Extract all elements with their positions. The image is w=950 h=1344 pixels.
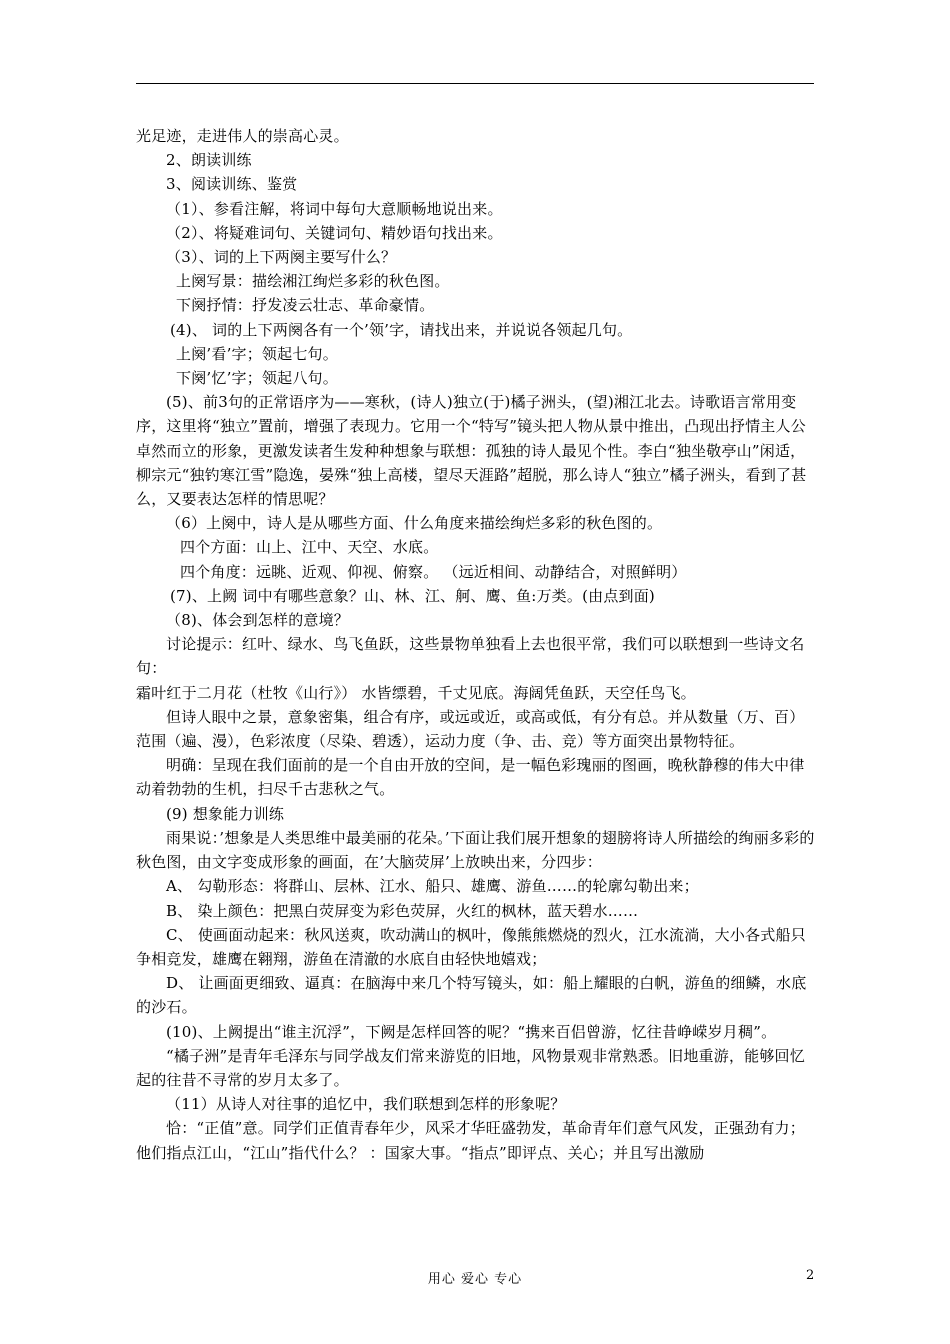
paragraph: （2）、将疑难词句、关键词句、精妙语句找出来。 xyxy=(166,223,503,242)
footer-slogan: 用心 爱心 专心 xyxy=(427,1272,523,1287)
paragraph: 雨果说：’想象是人类思维中最美丽的花朵。’下面让我们展开想象的翅膀将诗人所描绘的绚丽多彩的秋色图，由文字变成形象的画面，在’大脑荧屏’上放映出来，分四步： xyxy=(136,828,815,872)
paragraph: A、 勾勒形态：将群山、层林、江水、船只、雄鹰、游鱼……的轮廓勾勒出来； xyxy=(166,877,699,896)
paragraph: （8)、体会到怎样的意境？ xyxy=(166,611,349,630)
paragraph: （6）上阕中，诗人是从哪些方面、什么角度来描绘绚烂多彩的秋色图的。 xyxy=(166,514,663,533)
header-rule xyxy=(136,83,814,84)
paragraph: B、 染上颜色：把黑白荧屏变为彩色荧屏，火红的枫林，蓝天碧水…… xyxy=(166,901,639,920)
paragraph: (5)、前3句的正常语序为——寒秋，(诗人)独立(于)橘子洲头，(望)湘江北去。诗歌语言常用变序，这里将“独立”置前，增强了表现力。它用一个“特写”镜头把人物从景中推出，凸现出抒情主人公卓然而立的形象，更激发读者生发种种想象与联想：孤独的诗人最见个性。李白“独坐敬亭山”闲适，柳宗元“独钓寒江雪”隐逸，晏殊“独上高楼，望尽天涯路”超脱，那么诗人“独立”橘子洲头，看到了甚么，又要表达怎样的情思呢？ xyxy=(136,393,807,509)
paragraph: 讨论提示：红叶、绿水、鸟飞鱼跃，这些景物单独看上去也很平常，我们可以联想到一些诗文名句： xyxy=(136,635,805,678)
paragraph: 下阕抒情：抒发凌云壮志、革命豪情。 xyxy=(176,296,435,315)
paragraph: 但诗人眼中之景，意象密集，组合有序，或远或近，或高或低，有分有总。并从数量（万、百）范围（遍、漫），色彩浓度（尽染、碧透），运动力度（争、击、竞）等方面突出景物特征。 xyxy=(136,707,805,751)
document-body xyxy=(136,124,816,1165)
paragraph: (4)、 词的上下两阕各有一个’领’字，请找出来，并说说各领起几句。 xyxy=(170,320,633,339)
paragraph: （11）从诗人对往事的追忆中，我们联想到怎样的形象呢？ xyxy=(166,1095,566,1114)
paragraph: 光足迹，走进伟人的崇高心灵。 xyxy=(136,127,349,145)
paragraph: (9) 想象能力训练 xyxy=(166,804,285,823)
paragraph: (10)、上阙提出“谁主沉浮”，下阙是怎样回答的呢？“携来百侣曾游，忆往昔峥嵘岁月稠”。 xyxy=(166,1022,777,1041)
paragraph: 下阕’忆’字；领起八句。 xyxy=(176,369,338,388)
paragraph: 四个方面：山上、江中、天空、水底。 xyxy=(180,538,439,557)
paragraph: D、 让画面更细致、逼真：在脑海中来几个特写镜头，如：船上耀眼的白帆，游鱼的细鳞，水底的沙石。 xyxy=(136,974,807,1017)
paragraph: C、 使画面动起来：秋风送爽，吹动满山的枫叶，像熊熊燃烧的烈火，江水流淌，大小各式船只争相竞发，雄鹰在翱翔，游鱼在清澈的水底自由轻快地嬉戏； xyxy=(136,925,806,968)
paragraph: （1）、参看注解，将词中每句大意顺畅地说出来。 xyxy=(166,199,503,218)
paragraph: 明确：呈现在我们面前的是一个自由开放的空间，是一幅色彩瑰丽的图画，晚秋静穆的伟大中律动着勃勃的生机，扫尽千古悲秋之气。 xyxy=(136,756,805,799)
paragraph: 恰：“正值”意。同学们正值青春年少，风采才华旺盛勃发，革命青年们意气风发，正强劲有力；他们指点江山，“江山”指代什么？ ：国家大事。“指点”即评点、关心；并且写出激励 xyxy=(136,1119,805,1162)
paragraph: （3）、词的上下两阕主要写什么？ xyxy=(166,248,397,267)
paragraph: (7)、上阙 词中有哪些意象？山、林、江、舸、鹰、鱼:万类。(由点到面) xyxy=(170,586,655,605)
paragraph: “橘子洲”是青年毛泽东与同学战友们常来游览的旧地，风物景观非常熟悉。旧地重游，能够回忆起的往昔不寻常的岁月太多了。 xyxy=(136,1046,805,1089)
paragraph: 2、朗读训练 xyxy=(166,151,252,170)
paragraph: 霜叶红于二月花（杜牧《山行》） 水皆缥碧，千丈见底。海阔凭鱼跃，天空任鸟飞。 xyxy=(136,683,696,702)
paragraph: 四个角度：远眺、近观、仰视、俯察。 （远近相间、动静结合，对照鲜明） xyxy=(180,562,687,581)
paragraph: 3、阅读训练、鉴赏 xyxy=(166,175,298,194)
paragraph: 上阕写景：描绘湘江绚烂多彩的秋色图。 xyxy=(176,272,450,291)
paragraph: 上阕’看’字；领起七句。 xyxy=(176,344,338,363)
page-number: 2 xyxy=(806,1268,815,1283)
